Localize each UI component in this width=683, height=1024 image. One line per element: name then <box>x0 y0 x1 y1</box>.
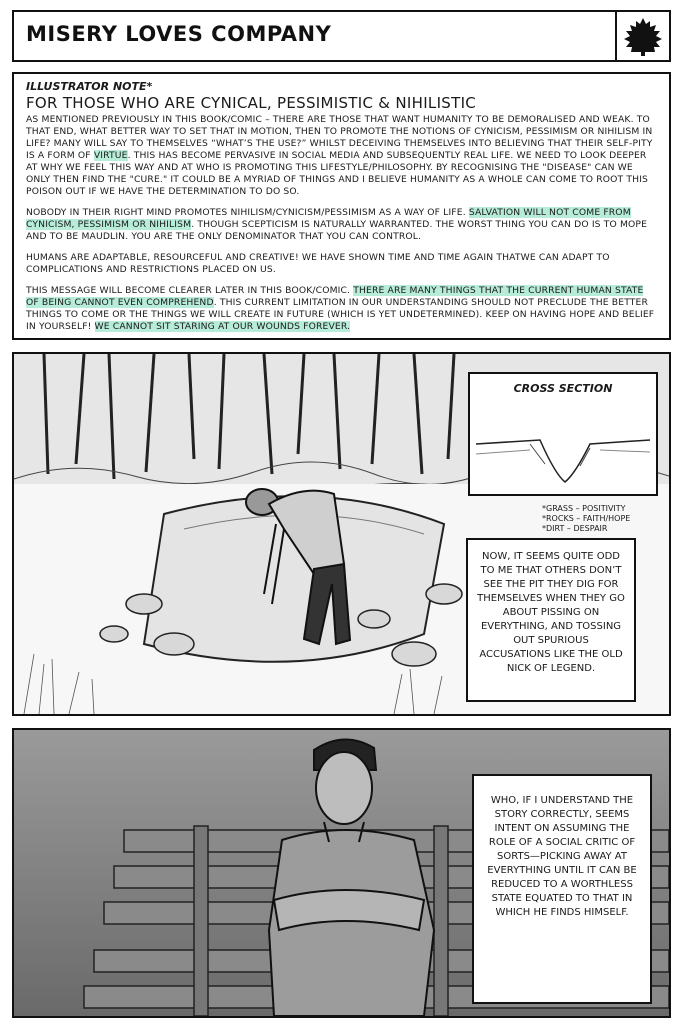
note-heading: FOR THOSE WHO ARE CYNICAL, PESSIMISTIC & NIHILISTIC <box>26 94 477 112</box>
illustrator-note-panel <box>12 72 671 340</box>
legend-item: *ROCKS – FAITH/HOPE <box>542 514 631 523</box>
cross-section-inset <box>468 372 658 496</box>
note-text: . THOUGH SCEPTICISM IS NATURALLY WARRANTED. THE WORST THING YOU CAN DO IS TO MOPE AND TO BE MAUDLIN. YOU ARE THE ONLY DENOMINATOR THAT YOU CAN CONTROL. <box>26 219 648 242</box>
caption-box: WHO, IF I UNDERSTAND THE STORY CORRECTLY, SEEMS INTENT ON ASSUMING THE ROLE OF A SOCIAL CRITIC OF SORTS—PICKING AWAY AT EVERYTHING UNTIL IT CAN BE REDUCED TO A WORTHLESS STATE EQUATED TO THAT IN WHICH HE FINDS HIMSELF. <box>472 774 652 1004</box>
comic-panel-digging <box>12 352 671 716</box>
cross-section-legend <box>542 504 630 534</box>
note-text: . THIS CURRENT LIMITATION IN OUR UNDERSTANDING SHOULD NOT PRECLUDE THE BETTER THINGS TO COME OR THE THINGS WE WILL CREATE IN FUTURE (WHICH IS YET UNDETERMINED). KEEP ON HAVING HOPE AND BELIEF IN YOURSELF! <box>26 297 655 332</box>
note-highlight: SALVATION WILL NOT COME FROM CYNICISM, PESSIMISM OR NIHILISM <box>26 207 631 230</box>
page-title: MISERY LOVES COMPANY <box>26 22 332 46</box>
legend-item: *DIRT – DESPAIR <box>542 524 608 533</box>
tree-silhouette-icon <box>621 16 665 58</box>
note-paragraph-4 <box>26 285 657 333</box>
note-highlight: THERE ARE MANY THINGS THAT THE CURRENT HUMAN STATE OF BEING CANNOT EVEN COMPREHEND <box>26 285 644 308</box>
cross-section-title: CROSS SECTION <box>513 382 613 395</box>
note-text: AS MENTIONED PREVIOUSLY IN THIS BOOK/COMIC – THERE ARE THOSE THAT WANT HUMANITY TO BE DEMORALISED AND WEAK. TO THAT END, WHAT BETTER WAY TO SET THAT IN MOTION, THEN TO PROMOTE THE NOTIONS OF CYNICISM, PESSIMISM OR NIHILISM IN LIFE? MANY WILL SAY TO THEMSELVES “WHAT’S THE USE?” WHILST DECEIVING THEMSELVES INTO BELIEVING THAT THEIR SELF-PITY IS A FORM OF <box>26 114 653 161</box>
note-paragraph-2 <box>26 207 657 243</box>
note-highlight: VIRTUE <box>93 150 128 161</box>
note-label: ILLUSTRATOR NOTE* <box>26 80 153 93</box>
note-paragraph-3: HUMANS ARE ADAPTABLE, RESOURCEFUL AND CREATIVE! WE HAVE SHOWN TIME AND TIME AGAIN THATWE CAN ADAPT TO COMPLICATIONS AND RESTRICTIONS PLACED ON US. <box>26 252 610 275</box>
note-text: . THIS HAS BECOME PERVASIVE IN SOCIAL MEDIA AND SUBSEQUENTLY REAL LIFE. WE NEED TO LOOK DEEPER AT WHY WE FEEL THIS WAY AND AT WHO IS PROMOTING THIS LIFESTYLE/PHILOSOPHY. BY RECOGNISING THE "DISEASE" CAN WE ONLY THEN FIND THE "CURE." IT COULD BE A MYRIAD OF THINGS AND I BELIEVE HUMANITY AS A WHOLE CAN COME TO ROOT THIS POISON OUT IF WE HAVE THE DETERMINATION TO DO SO. <box>26 150 649 197</box>
title-divider <box>615 12 617 60</box>
comic-panel-bench <box>12 728 671 1018</box>
caption-box: NOW, IT SEEMS QUITE ODD TO ME THAT OTHERS DON’T SEE THE PIT THEY DIG FOR THEMSELVES WHEN THEY GO ABOUT PISSING ON EVERYTHING, AND TOSSING OUT SPURIOUS ACCUSATIONS LIKE THE OLD NICK OF LEGEND. <box>466 538 636 702</box>
note-paragraph-1 <box>26 114 657 198</box>
note-highlight: WE CANNOT SIT STARING AT OUR WOUNDS FOREVER. <box>94 321 351 332</box>
legend-item: *GRASS – POSITIVITY <box>542 504 626 513</box>
title-bar <box>12 10 671 62</box>
note-text: NOBODY IN THEIR RIGHT MIND PROMOTES NIHILISM/CYNICISM/PESSIMISM AS A WAY OF LIFE. <box>26 207 469 218</box>
note-text: THIS MESSAGE WILL BECOME CLEARER LATER IN THIS BOOK/COMIC. <box>26 285 354 296</box>
cross-section-diagram <box>470 404 656 494</box>
